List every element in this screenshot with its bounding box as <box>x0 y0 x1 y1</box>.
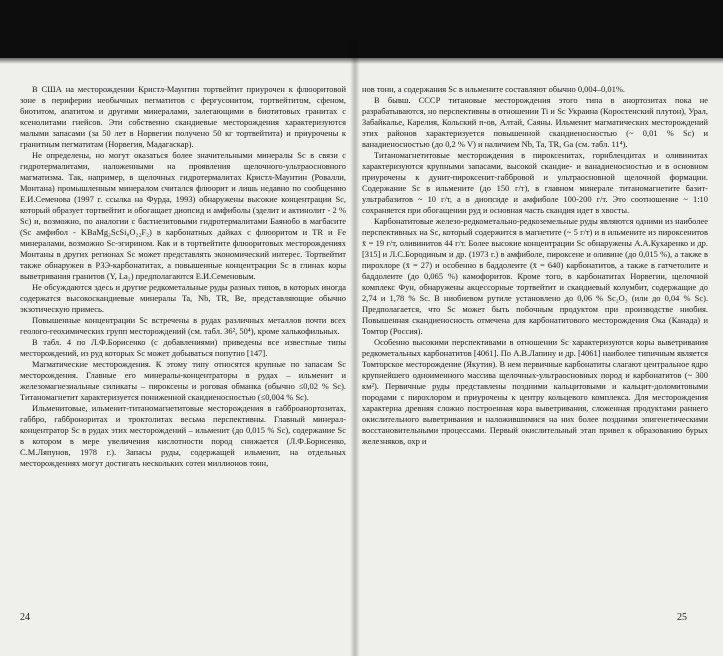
paragraph: Повышенные концентрации Sc встречены в рудах различных металлов почти всех геолого-геохимических групп месторождений (см. табл. 36², 50⁴), кроме халькофильных. <box>20 315 346 336</box>
paragraph: В бывш. СССР титановые месторождения этого типа в анортозитах пока не разрабатываются, но перспективны в отношении Ti и Sc Украина (Коростенский плутон), Урал, Забайкалье, Карелия, Кольский п-ов, Алтай, Саяны. Ильменит магматических месторождений этих районов характеризуется повышенной скандиеносностью (~ 0,01 % Sc) и ванадиеносностью (до 0,2 % V) и наличием Nb, Ta, TR, Ga (см. табл. 11⁴). <box>362 95 708 149</box>
paragraph: В табл. 4 по Л.Ф.Борисенко (с добавлениями) приведены все известные типы месторождений, из руд которых Sc может добываться попутно [147]. <box>20 337 346 358</box>
paragraph: Магматические месторождения. К этому типу относятся крупные по запасам Sc месторождения. Главные его минералы-концентраторы в рудах – ильменит и железомагнезиальные силикаты – пироксены и роговая обманка (обычно ≤0,02 % Sc). Титаномагнетит характеризуется пониженной скандиеносностью (≤0,004 % Sc). <box>20 359 346 402</box>
right-page-text <box>362 84 708 604</box>
paragraph: Карбонатитовые железо-редкометально-редкоземельные руды являются одними из наиболее перспективных на Sc, который содержится в магнетите (~ 5 г/т) и в ильмените из пироксенитов x̄ = 19 г/т, оливинитов 44 г/т. Более высокие концентрации Sc обнаружены А.А.Кухаренко и др. [315] и Л.С.Бородиным и др. (1973 г.) в амфиболе, пироксене и оливине (до 0,015 %), а также в пирохлоре (x̄ = 27) и особенно в баддолеите (x̄ = 640) карбонатитов, а также в гатчетолите и баддолеите (до 0,065 %) камофоритов. Кроме того, в карбонатитах Норвегии, щелочной комплекс Фун, обнаружены акцессорные тортвейтит и скандиевый колумбит, содержащие до 2,74 и 1,78 % Sc. В ниобиевом рутиле установлено до 0,06 % Sc₂O₃ (или до 0,04 % Sc). Предполагается, что Sc может быть побочным продуктом при производстве ниобия. Повышенная скандиеносность отмечена для карбонатитового месторождения Ока (Канада) и Томтор (Россия). <box>362 216 708 336</box>
paragraph: Не обсуждаются здесь и другие редкометальные руды разных типов, в которых иногда содержатся высокоскандиевые минералы Ta, Nb, TR, Be, представляющие обычно экзотическую примесь. <box>20 282 346 314</box>
paragraph: Особенно высокими перспективами в отношении Sc характеризуются коры выветривания редкометальных карбонатитов [4061]. По А.В.Лапину и др. [4061] наиболее типичным является Томторское месторождение (Якутия). В нем первичные карбонатиты слагают центральное ядро крупнейшего одноименного массива щелочных-ультраосновных пород и карбонатитов (~ 300 км²). Первичные руды представлены поздними кальцитовыми и кальцит-доломитовыми породами с пирохлором и приурочены к центру кольцевого комплекса. Для месторождения характерна древняя сложно построенная кора выветривания, сложенная продуктами раннего окислительного выветривания и наложившимися на них более поздними эпигенетическими восстановительными процессами. Первый окислительный этап привел к образованию бурых железняков, охр и <box>362 337 708 446</box>
left-page-text <box>20 84 346 604</box>
paragraph: нов тонн, а содержания Sc в ильмените составляют обычно 0,004–0,01%. <box>362 84 625 94</box>
page-number-left: 24 <box>20 612 30 623</box>
paragraph: Ильменитовые, ильменит-титаномагнетитовые месторождения в габброанортозитах, габбро, габброноритах и троктолитах весьма перспективны. Главный минерал-концентратор Sc в рудах этих месторождений – ильменит (до 0,015 % Sc), содержание Sc в котором в мере увеличения кислотности пород снижается (Л.Ф.Борисенко, С.М.Ляпунов, 1978 г.). Запасы руды, содержащей ильменит, на отдельных месторождениях могут достигать нескольких сотен миллионов тонн, <box>20 403 346 468</box>
paragraph: Титаномагнетитовые месторождения в пироксенитах, горнблендитах и оливинитах характеризуются крупными запасами, высокой скандие- и ванадиеносностью и в основном приурочены к дунит-пироксенит-габбровой и ультраосновной щелочной формации. Содержание Sc в ильмените (до 150 г/т), в главном минерале титаномагнетите базит-ультрабазитов ~ 10 г/т, а в диопсиде и амфиболе 100-200 г/т. Это соотношение ~ 1:10 сохраняется при обогащении руд и основная часть скандия идет в хвосты. <box>362 150 708 215</box>
book-gutter <box>350 40 360 656</box>
paragraph: В США на месторождении Кристл-Маунтин тортвейтит приурочен к флюоритовой зоне в периферии необычных пегматитов с фергусонитом, тортвейтитом, сфеном, биотитом, апатитом и другими минералами, залегающими в биотитовых гранитах с ксенолитами гнейсов. Эти собственно скандиевые месторождения характеризуются малыми запасами (за 50 лет в Норвегии получено 50 кг тортвейтита) и приурочены к гранитным пегматитам (Норвегия, Мадагаскар). <box>20 84 346 149</box>
paragraph: Не определены, но могут оказаться более значительными минералы Sc в связи с гидротермалитами, наложенными на проявления щелочного-ультраосновного магматизма. Так, например, в щелочных гидротермалитах Кристл-Маунтин (Ровалли, Монтана) промышленным минералом считался флюорит и лишь недавно по сообщению Е.И.Семенова (1997 г. ссылка на Фурда, 1993) обнаружены высокие концентрации Sc, который образует тортвейтит и обогащает диопсид и амфиболы (эделит и актинолит - 2 % Sc) и, возможно, по аналогии с бастнезитовыми гидротермалитами Баянобо в магбасите (Sc амфибол - KBaMg₂ScSi₈O₂₂F₂) в карбонатных дайках с флюоритом и TR и Fe минералами, возможно Sc-эгирином. Как и в тортвейтите флюоритовых месторождениях Монтаны в других регионах Sc может представлять экономический интерес. Тортвейтит также обнаружен в РЗЭ-карбонатитах, а повышенные концентрации Sc в глинах коры выветривания гранитов (Y, La₂) предполагаются Е.И.Семеновым. <box>20 150 346 281</box>
page-number-right: 25 <box>677 612 687 623</box>
scan-dark-edge <box>0 0 723 58</box>
